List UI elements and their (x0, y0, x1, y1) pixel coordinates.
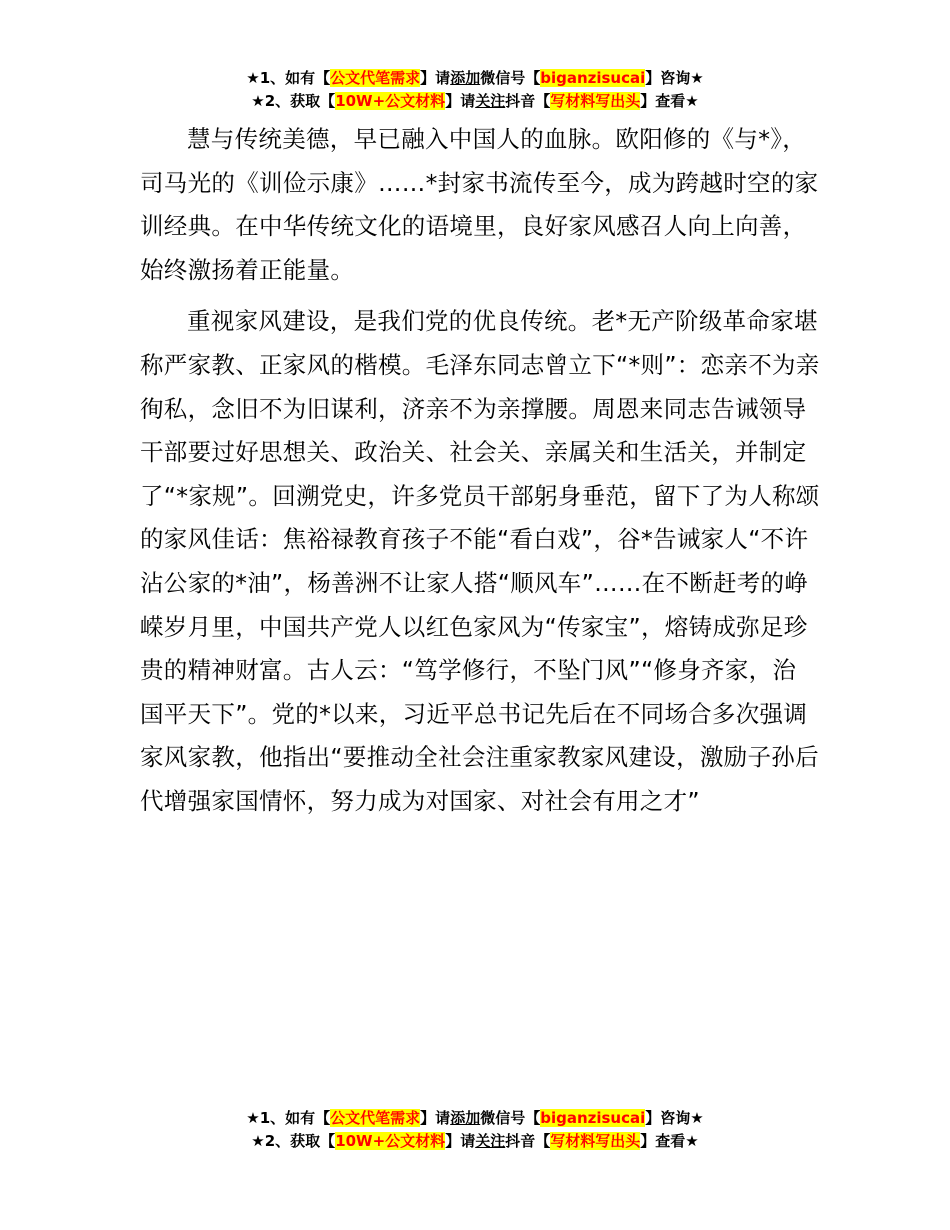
footer-line-1-mid2: 微信号【 (480, 1109, 541, 1127)
add-underlined-text: 添加 (450, 69, 481, 87)
header-line-1-mid: 】请 (420, 69, 451, 87)
document-body (140, 118, 820, 824)
header-line-2-mid: 】请 (445, 92, 476, 110)
follow-underlined-text: 关注 (475, 92, 506, 110)
header-line-2-prefix: ★2、获取【 (251, 92, 336, 110)
header-line-1-prefix: ★1、如有【 (246, 69, 331, 87)
header-banner (0, 67, 950, 113)
footer-add-underlined-text: 添加 (450, 1109, 481, 1127)
service-highlight: 公文代笔需求 (330, 69, 421, 87)
footer-wechat-id-highlight: biganzisucai (540, 1109, 646, 1127)
header-line-1-suffix: 】咨询★ (645, 69, 704, 87)
wechat-id-highlight: biganzisucai (540, 69, 646, 87)
header-line-2-suffix: 】查看★ (640, 92, 699, 110)
footer-line-1-mid: 】请 (420, 1109, 451, 1127)
footer-line-1-suffix: 】咨询★ (645, 1109, 704, 1127)
footer-banner (0, 1107, 950, 1153)
header-line-1 (0, 67, 950, 90)
footer-douyin-account-highlight: 写材料写出头 (550, 1132, 641, 1150)
body-paragraph-2: 重视家风建设，是我们党的优良传统。老*无产阶级革命家堪称严家教、正家风的楷模。毛泽东同志曾立下“*则”：恋亲不为亲徇私，念旧不为旧谋利，济亲不为亲撑腰。周恩来同志告诫领导干部要过好思想关、政治关、社会关、亲属关和生活关，并制定了“*家规”。回溯党史，许多党员干部躬身垂范，留下了为人称颂的家风佳话：焦裕禄教育孩子不能“看白戏”，谷*告诫家人“不许沾公家的*油”，杨善洲不让家人搭“顺风车”……在不断赶考的峥嵘岁月里，中国共产党人以红色家风为“传家宝”，熔铸成弥足珍贵的精神财富。古人云：“笃学修行，不坠门风”“修身齐家，治国平天下”。党的*以来，习近平总书记先后在不同场合多次强调家风家教，他指出“要推动全社会注重家教家风建设，激励子孙后代增强家国情怀，努力成为对国家、对社会有用之才” (140, 307, 820, 815)
footer-materials-highlight: 10W+公文材料 (335, 1132, 446, 1150)
footer-line-2-suffix: 】查看★ (640, 1132, 699, 1150)
header-line-2-mid2: 抖音【 (505, 92, 551, 110)
footer-line-2-mid: 】请 (445, 1132, 476, 1150)
footer-service-highlight: 公文代笔需求 (330, 1109, 421, 1127)
footer-line-2-prefix: ★2、获取【 (251, 1132, 336, 1150)
materials-highlight: 10W+公文材料 (335, 92, 446, 110)
footer-line-1-prefix: ★1、如有【 (246, 1109, 331, 1127)
header-line-1-mid2: 微信号【 (480, 69, 541, 87)
douyin-account-highlight: 写材料写出头 (550, 92, 641, 110)
footer-line-1 (0, 1107, 950, 1130)
footer-line-2 (0, 1130, 950, 1153)
footer-follow-underlined-text: 关注 (475, 1132, 506, 1150)
body-paragraph-1: 慧与传统美德，早已融入中国人的血脉。欧阳修的《与*》，司马光的《训俭示康》……*封家书流传至今，成为跨越时空的家训经典。在中华传统文化的语境里，良好家风感召人向上向善，始终激扬着正能量。 (140, 125, 819, 284)
footer-line-2-mid2: 抖音【 (505, 1132, 551, 1150)
header-line-2 (0, 90, 950, 113)
